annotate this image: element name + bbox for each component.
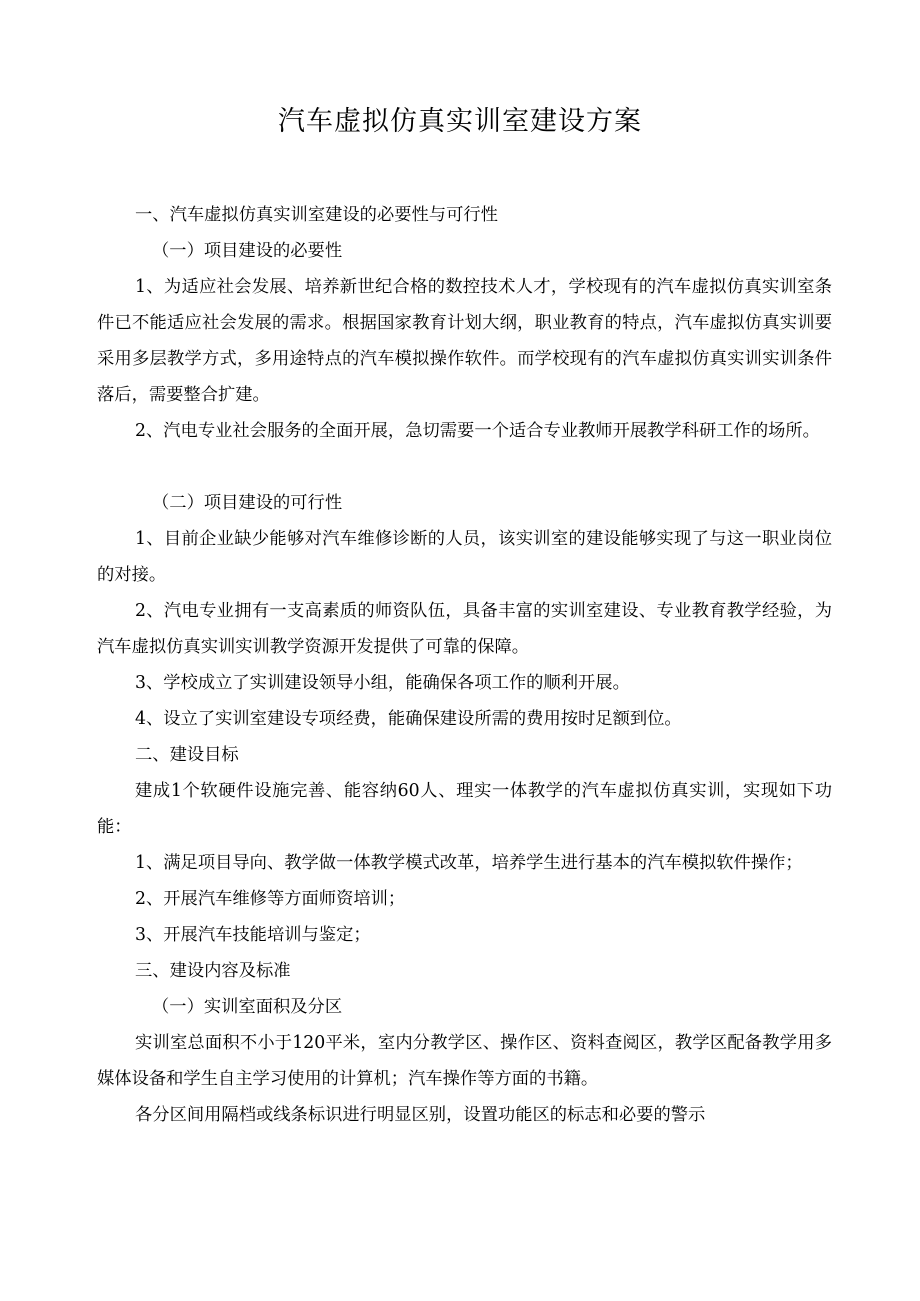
- subsection-heading-1-1: （一）项目建设的必要性: [152, 241, 343, 261]
- section-heading-3: 三、建设内容及标准: [135, 961, 291, 981]
- paragraph-goal-2: 2、开展汽车维修等方面师资培训；: [135, 889, 406, 909]
- paragraph-feasibility-3: 3、学校成立了实训建设领导小组，能确保各项工作的顺利开展。: [135, 673, 630, 693]
- paragraph-goal-1: 1、满足项目导向、教学做一体教学模式改革，培养学生进行基本的汽车模拟软件操作；: [135, 853, 803, 873]
- paragraph-zones: 各分区间用隔档或线条标识进行明显区别，设置功能区的标志和必要的警示: [135, 1105, 706, 1125]
- subsection-heading-1-2: （二）项目建设的可行性: [152, 493, 343, 513]
- paragraph-feasibility-1: 1、目前企业缺少能够对汽车维修诊断的人员，该实训室的建设能够实现了与这一职业岗位的对接。: [97, 529, 832, 585]
- section-heading-2: 二、建设目标: [135, 745, 239, 765]
- paragraph-necessity-1: 1、为适应社会发展、培养新世纪合格的数控技术人才，学校现有的汽车虚拟仿真实训室条件已不能适应社会发展的需求。根据国家教育计划大纲，职业教育的特点，汽车虚拟仿真实训要采用多层教学方式，多用途特点的汽车模拟操作软件。而学校现有的汽车虚拟仿真实训实训条件落后，需要整合扩建。: [97, 277, 832, 405]
- paragraph-feasibility-2: 2、汽电专业拥有一支高素质的师资队伍，具备丰富的实训室建设、专业教育教学经验，为汽车虚拟仿真实训实训教学资源开发提供了可靠的保障。: [97, 601, 832, 657]
- subsection-heading-3-1: （一）实训室面积及分区: [152, 997, 343, 1017]
- document-title: 汽车虚拟仿真实训室建设方案: [278, 106, 642, 137]
- paragraph-goal-3: 3、开展汽车技能培训与鉴定；: [135, 925, 371, 945]
- paragraph-goal-intro: 建成1个软硬件设施完善、能容纳60人、理实一体教学的汽车虚拟仿真实训，实现如下功能：: [97, 781, 832, 837]
- paragraph-feasibility-4: 4、设立了实训室建设专项经费，能确保建设所需的费用按时足额到位。: [135, 709, 682, 729]
- section-heading-1: 一、汽车虚拟仿真实训室建设的必要性与可行性: [135, 205, 498, 225]
- paragraph-necessity-2: 2、汽电专业社会服务的全面开展，急切需要一个适合专业教师开展教学科研工作的场所。: [135, 421, 820, 441]
- paragraph-area: 实训室总面积不小于120平米，室内分教学区、操作区、资料查阅区，教学区配备教学用多媒体设备和学生自主学习使用的计算机；汽车操作等方面的书籍。: [97, 1033, 832, 1089]
